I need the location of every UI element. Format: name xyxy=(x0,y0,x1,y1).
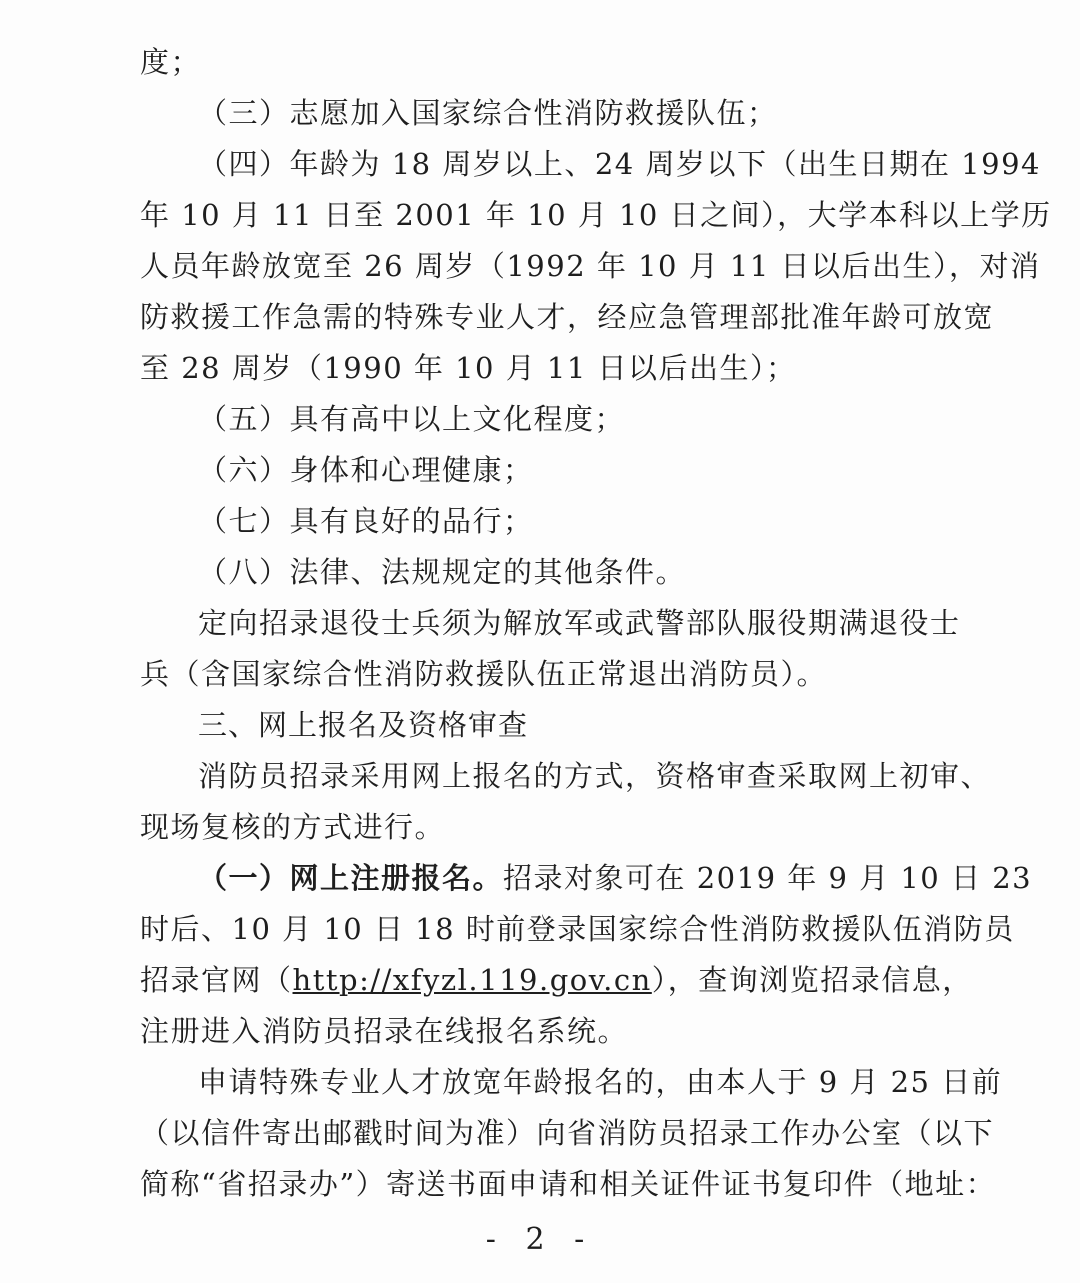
text-line: 至 28 周岁（1990 年 10 月 11 日以后出生）； xyxy=(140,351,797,385)
text-line: 兵（含国家综合性消防救援队伍正常退出消防员）。 xyxy=(140,657,828,691)
text-line: （六）身体和心理健康； xyxy=(198,453,534,487)
page-number: - 2 - xyxy=(485,1222,595,1257)
text-segment xyxy=(140,960,652,1000)
text-line: （以信件寄出邮戳时间为准）向省消防员招录工作办公室（以下 xyxy=(140,1116,995,1150)
text-segment: 招录官网（ xyxy=(140,963,293,997)
website-link[interactable]: http://xfyzl.119.gov.cn xyxy=(292,963,652,997)
subsection-title: （一）网上注册报名。 xyxy=(198,861,504,895)
text-segment: ），查询浏览招录信息， xyxy=(651,963,973,997)
text-line: 申请特殊专业人才放宽年龄报名的，由本人于 9 月 25 日前 xyxy=(198,1065,1003,1099)
text-line: （三）志愿加入国家综合性消防救援队伍； xyxy=(198,96,778,130)
text-line: （八）法律、法规规定的其他条件。 xyxy=(198,555,687,589)
text-line: 防救援工作急需的特殊专业人才，经应急管理部批准年龄可放宽 xyxy=(140,300,995,334)
text-line: 年 10 月 11 日至 2001 年 10 月 10 日之间），大学本科以上学历 xyxy=(140,198,1052,232)
text-line: 简称“省招录办”）寄送书面申请和相关证件证书复印件（地址： xyxy=(140,1167,997,1201)
text-line: 度； xyxy=(140,45,202,79)
text-line: 定向招录退役士兵须为解放军或武警部队服役期满退役士 xyxy=(198,606,961,640)
text-line: （七）具有良好的品行； xyxy=(198,504,534,538)
text-line: （五）具有高中以上文化程度； xyxy=(198,402,626,436)
text-line xyxy=(198,858,1033,898)
text-segment: 招录对象可在 2019 年 9 月 10 日 23 xyxy=(503,861,1033,895)
text-line: 消防员招录采用网上报名的方式，资格审查采取网上初审、 xyxy=(198,759,992,793)
text-line: 时后、10 月 10 日 18 时前登录国家综合性消防救援队伍消防员 xyxy=(140,912,1015,946)
section-heading: 三、网上报名及资格审查 xyxy=(198,708,529,742)
text-line xyxy=(140,960,973,1000)
text-line: 人员年龄放宽至 26 周岁（1992 年 10 月 11 日以后出生），对消 xyxy=(140,249,1041,283)
text-line: （四）年龄为 18 周岁以上、24 周岁以下（出生日期在 1994 xyxy=(198,147,1041,181)
text-line: 现场复核的方式进行。 xyxy=(140,810,446,844)
text-line: 注册进入消防员招录在线报名系统。 xyxy=(140,1014,629,1048)
